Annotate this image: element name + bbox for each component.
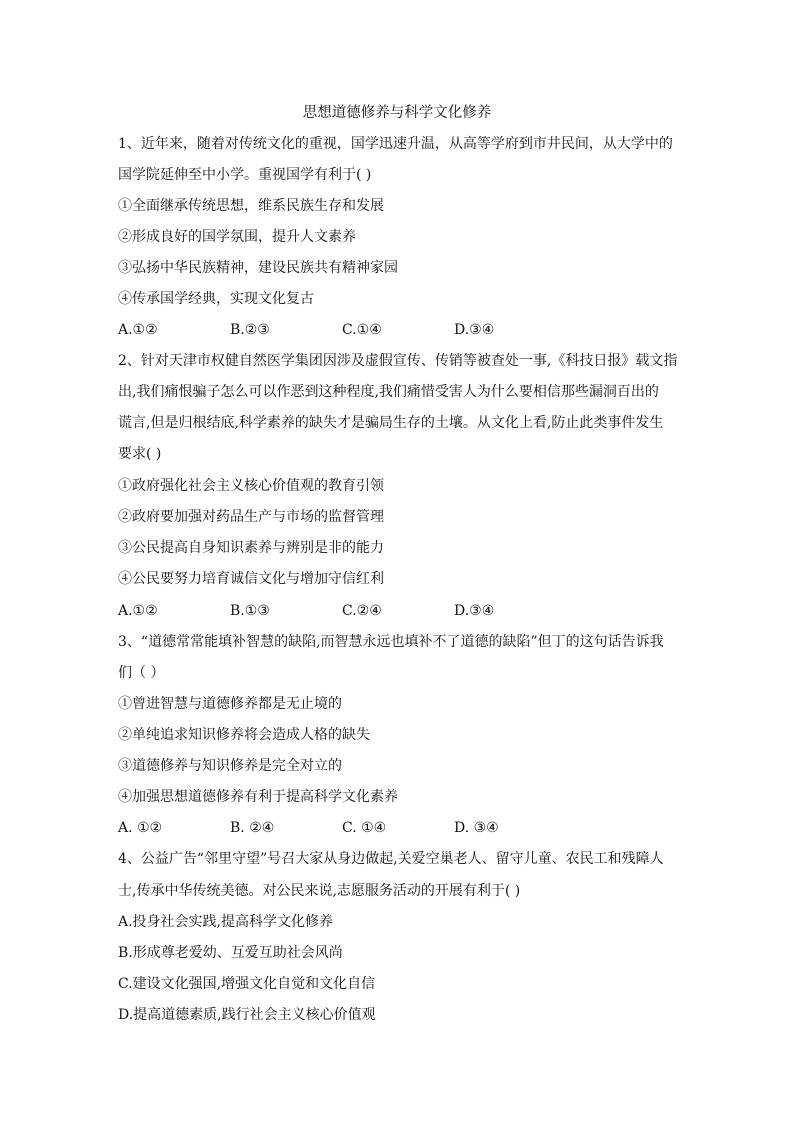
q2-stem-line-4: 要求( ) (118, 446, 162, 462)
q2-option-a: A.①② (118, 603, 158, 619)
q4-stem-line-2: 士,传承中华传统美德。对公民来说,志愿服务活动的开展有利于( ) (118, 883, 521, 899)
q1-item-3: ③弘扬中华民族精神，建设民族共有精神家园 (118, 260, 398, 276)
q4-choice-c: C.建设文化强国,增强文化自觉和文化自信 (118, 976, 376, 992)
q1-stem-line-1: 1、近年来，随着对传统文化的重视，国学迅速升温，从高等学府到市井民间，从大学中的 (118, 136, 673, 152)
q3-option-c: C. ①④ (342, 820, 387, 836)
q1-option-c: C.①④ (342, 322, 382, 338)
q3-item-4: ④加强思想道德修养有利于提高科学文化素养 (118, 789, 398, 805)
q3-stem-line-1: 3、“道德常常能填补智慧的缺陷,而智慧永远也填补不了道德的缺陷”但丁的这句话告诉我 (118, 634, 664, 650)
q3-item-2: ②单纯追求知识修养将会造成人格的缺失 (118, 727, 370, 743)
q2-item-1: ①政府强化社会主义核心价值观的教育引领 (118, 478, 384, 494)
q1-option-b: B.②③ (230, 322, 270, 338)
q4-choice-b: B.形成尊老爱幼、互爱互助社会风尚 (118, 945, 343, 961)
q2-option-d: D.③④ (454, 603, 495, 619)
q3-option-d: D. ③④ (454, 820, 499, 836)
q3-item-3: ③道德修养与知识修养是完全对立的 (118, 758, 342, 774)
q2-item-3: ③公民提高自身知识素养与辨别是非的能力 (118, 540, 384, 556)
q1-stem-line-2: 国学院延伸至中小学。重视国学有利于( ) (118, 167, 372, 183)
q2-stem-line-2: 出,我们痛恨骗子怎么可以作恶到这种程度,我们痛惜受害人为什么要相信那些漏洞百出的 (118, 384, 659, 400)
q1-item-1: ①全面继承传统思想，维系民族生存和发展 (118, 198, 384, 214)
q2-stem-line-3: 谎言,但是归根结底,科学素养的缺失才是骗局生存的土壤。从文化上看,防止此类事件发生 (118, 415, 664, 431)
q1-option-d: D.③④ (454, 322, 495, 338)
q2-stem-line-1: 2、针对天津市权健自然医学集团因涉及虚假宣传、传销等被查处一事,《科技日报》载文指 (118, 353, 678, 369)
q3-option-b: B. ②④ (230, 820, 275, 836)
q3-item-1: ①曾进智慧与道德修养都是无止境的 (118, 696, 342, 712)
q4-choice-d: D.提高道德素质,践行社会主义核心价值观 (118, 1007, 376, 1023)
q2-item-4: ④公民要努力培育诚信文化与增加守信红利 (118, 571, 384, 587)
q1-option-a: A.①② (118, 322, 158, 338)
q3-option-a: A. ①② (118, 820, 163, 836)
q2-option-b: B.①③ (230, 603, 270, 619)
q1-item-2: ②形成良好的国学氛围，提升人文素养 (118, 229, 356, 245)
q3-stem-line-2: 们（ ） (118, 665, 165, 681)
q2-item-2: ②政府要加强对药品生产与市场的监督管理 (118, 509, 384, 525)
document-title: 思想道德修养与科学文化修养 (302, 105, 492, 121)
q2-option-c: C.②④ (342, 603, 382, 619)
q4-stem-line-1: 4、公益广告“邻里守望”号召大家从身边做起,关爱空巢老人、留守儿童、农民工和残障人 (118, 851, 664, 867)
q4-choice-a: A.投身社会实践,提高科学文化修养 (118, 914, 334, 930)
q1-item-4: ④传承国学经典，实现文化复古 (118, 291, 314, 307)
